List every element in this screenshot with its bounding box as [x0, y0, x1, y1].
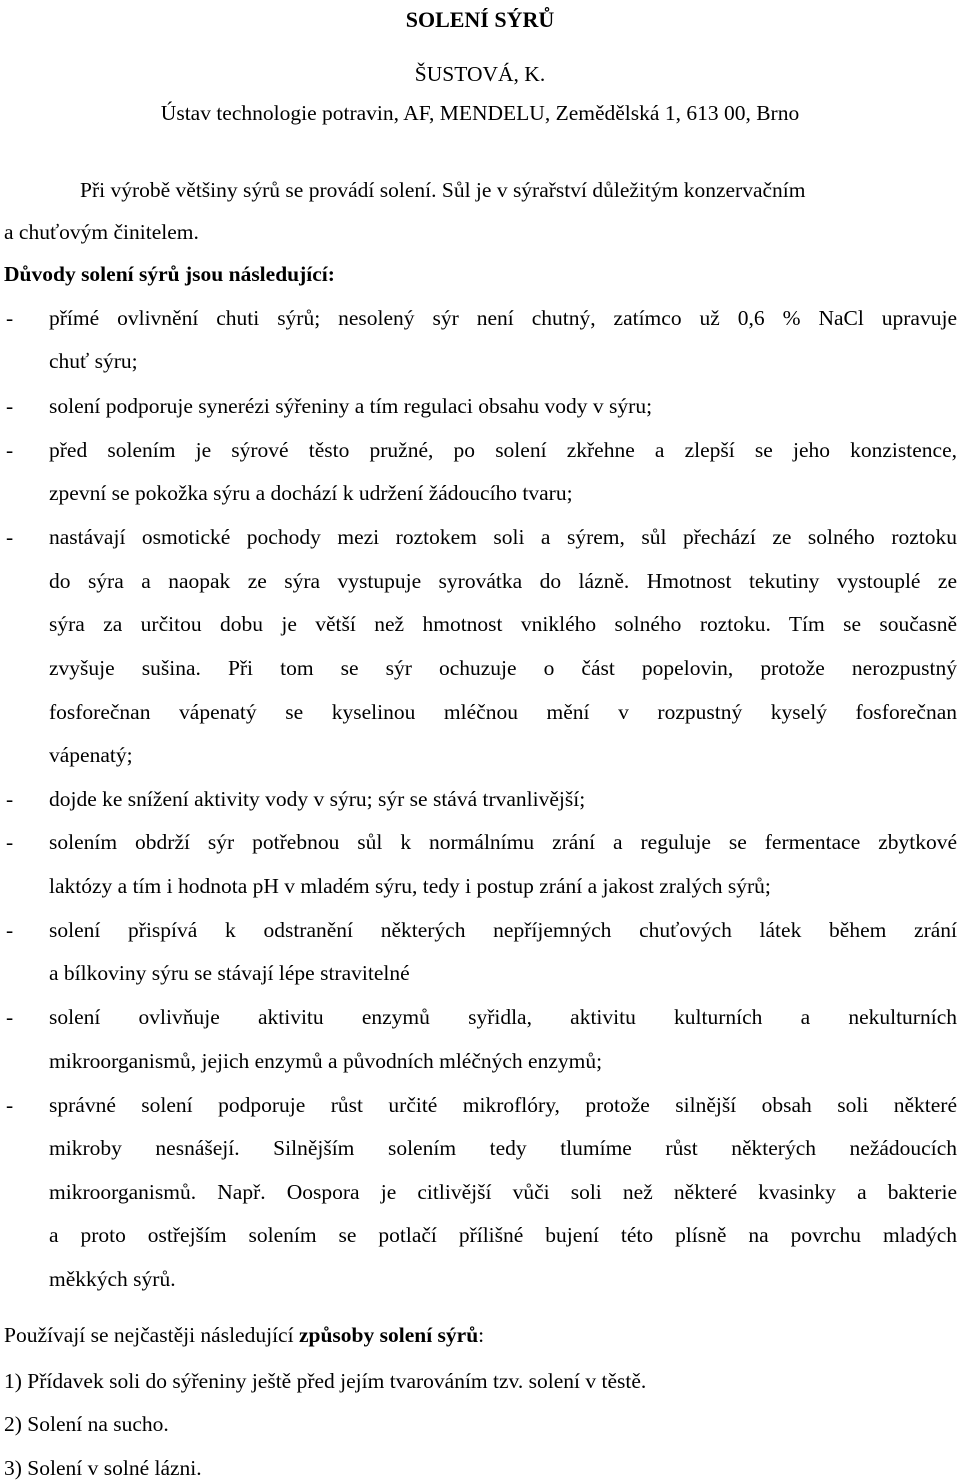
reason-text: solením obdrží sýr potřebnou sůl k normálnímu zrání a reguluje se fermentace zbytkové	[49, 830, 957, 854]
bullet-dash: -	[6, 394, 14, 418]
reasons-heading: Důvody solení sýrů jsou následující:	[4, 262, 335, 286]
reason-text: a bílkoviny sýru se stávají lépe stravitelné	[49, 961, 410, 985]
bullet-dash: -	[6, 787, 14, 811]
reason-text: mikroorganismů, jejich enzymů a původních mléčných enzymů;	[49, 1049, 603, 1073]
bullet-dash: -	[6, 1093, 14, 1117]
bullet-dash: -	[6, 438, 14, 462]
reason-text: fosforečnan vápenatý se kyselinou mléčnou mění v rozpustný kyselý fosforečnan	[49, 700, 957, 724]
reason-text: zpevní se pokožka sýru a dochází k udržení žádoucího tvaru;	[49, 481, 573, 505]
reason-text: správné solení podporuje růst určité mikroflóry, protože silnější obsah soli některé	[49, 1093, 957, 1117]
reason-text: chuť sýru;	[49, 349, 138, 373]
reason-text: solení podporuje synerézi sýřeniny a tím regulaci obsahu vody v sýru;	[49, 394, 653, 418]
reason-text: solení ovlivňuje aktivitu enzymů syřidla, aktivitu kulturních a nekulturních	[49, 1005, 957, 1029]
intro-line-1: Při výrobě většiny sýrů se provádí solení. Sůl je v sýrařství důležitým konzervačním	[80, 178, 806, 202]
reason-text: dojde ke snížení aktivity vody v sýru; sýr se stává trvanlivější;	[49, 787, 586, 811]
reason-text: před solením je sýrové těsto pružné, po solení zkřehne a zlepší se jeho konzistence,	[49, 438, 957, 462]
reason-text: do sýra a naopak ze sýra vystupuje syrovátka do lázně. Hmotnost tekutiny vystouplé ze	[49, 569, 957, 593]
intro-line-2: a chuťovým činitelem.	[4, 220, 199, 244]
reason-text: laktózy a tím i hodnota pH v mladém sýru, tedy i postup zrání a jakost zralých sýrů;	[49, 874, 771, 898]
reason-text: sýra za určitou dobu je větší než hmotnost vniklého solného roztoku. Tím se současně	[49, 612, 957, 636]
bullet-dash: -	[6, 525, 14, 549]
bullet-dash: -	[6, 306, 14, 330]
method-item: 2) Solení na sucho.	[4, 1412, 169, 1436]
reason-text: vápenatý;	[49, 743, 133, 767]
reason-text: měkkých sýrů.	[49, 1267, 176, 1291]
reason-text: a proto ostřejším solením se potlačí přílišné bujení této plísně na povrchu mladých	[49, 1223, 957, 1247]
bullet-dash: -	[6, 830, 14, 854]
method-item: 3) Solení v solné lázni.	[4, 1456, 202, 1480]
reason-text: přímé ovlivnění chuti sýrů; nesolený sýr není chutný, zatímco už 0,6 % NaCl upravuje	[49, 306, 957, 330]
reason-text: nastávají osmotické pochody mezi roztokem soli a sýrem, sůl přechází ze solného roztoku	[49, 525, 957, 549]
methods-heading-suffix: :	[478, 1323, 485, 1347]
methods-heading	[4, 1323, 904, 1347]
affiliation: Ústav technologie potravin, AF, MENDELU, Zemědělská 1, 613 00, Brno	[160, 101, 800, 125]
methods-heading-bold: způsoby solení sýrů	[298, 1323, 479, 1347]
methods-heading-prefix: Používají se nejčastěji následující	[4, 1323, 299, 1347]
document-title: SOLENÍ SÝRŮ	[405, 7, 555, 32]
reason-text: solení přispívá k odstranění některých nepříjemných chuťových látek během zrání	[49, 918, 957, 942]
bullet-dash: -	[6, 1005, 14, 1029]
bullet-dash: -	[6, 918, 14, 942]
reason-text: mikroby nesnášejí. Silnějším solením tedy tlumíme růst některých nežádoucích	[49, 1136, 957, 1160]
author: ŠUSTOVÁ, K.	[414, 62, 546, 86]
method-item: 1) Přídavek soli do sýřeniny ještě před jejím tvarováním tzv. solení v těstě.	[4, 1369, 647, 1393]
reason-text: zvyšuje sušina. Při tom se sýr ochuzuje o část popelovin, protože nerozpustný	[49, 656, 957, 680]
reason-text: mikroorganismů. Např. Oospora je citlivější vůči soli než některé kvasinky a bakterie	[49, 1180, 957, 1204]
